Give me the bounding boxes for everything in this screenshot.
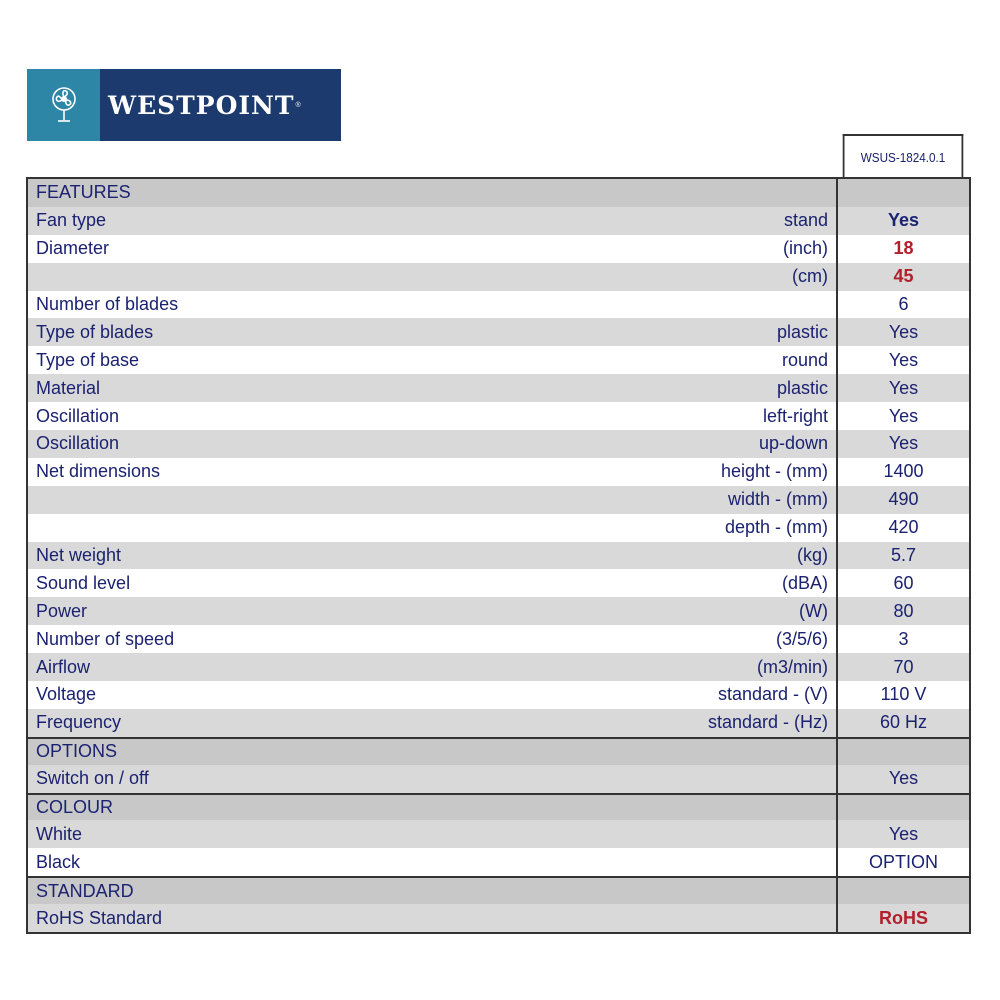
spec-row (28, 709, 969, 737)
spec-value-cell (838, 346, 969, 374)
section-header-standard (28, 876, 969, 904)
logo-text-box (100, 69, 341, 141)
spec-label-cell (28, 430, 838, 458)
section-value-cell (838, 795, 969, 821)
spec-value-cell (838, 709, 969, 737)
spec-unit: (m3/min) (757, 656, 828, 677)
spec-row (28, 904, 969, 932)
brand-name: WESTPOINT (108, 90, 295, 120)
spec-label: Airflow (36, 656, 91, 677)
spec-label: Net dimensions (36, 461, 161, 482)
fan-icon (49, 85, 79, 125)
spec-label: Type of base (36, 349, 140, 370)
spec-label-cell (28, 291, 838, 319)
spec-value-cell (838, 765, 969, 793)
spec-row (28, 374, 969, 402)
spec-label: Power (36, 600, 88, 621)
spec-unit: (W) (799, 600, 828, 621)
section-label-cell (28, 179, 838, 207)
spec-value: 1400 (883, 461, 924, 482)
spec-value: RoHS (879, 907, 928, 928)
spec-label-cell (28, 765, 838, 793)
spec-value-cell (838, 374, 969, 402)
section-value-cell (838, 179, 969, 207)
spec-value: 18 (893, 238, 914, 259)
spec-value-cell (838, 542, 969, 570)
spec-label-cell (28, 625, 838, 653)
section-title: FEATURES (36, 182, 131, 203)
spec-row (28, 542, 969, 570)
spec-label-cell (28, 820, 838, 848)
spec-label-cell (28, 848, 838, 876)
spec-unit: standard - (Hz) (707, 712, 828, 733)
spec-value: Yes (888, 405, 919, 426)
spec-label: Sound level (36, 572, 131, 593)
spec-value: 60 (893, 572, 914, 593)
spec-label-cell (28, 402, 838, 430)
spec-value-cell (838, 820, 969, 848)
spec-row (28, 402, 969, 430)
section-header-colour (28, 793, 969, 821)
spec-value-cell (838, 263, 969, 291)
spec-label-cell (28, 263, 838, 291)
spec-value: 6 (898, 294, 909, 314)
spec-label: Net weight (36, 545, 122, 566)
spec-label: Material (36, 377, 101, 398)
spec-value-cell (838, 681, 969, 709)
spec-value: Yes (888, 377, 919, 398)
spec-value-cell (838, 597, 969, 625)
spec-label: Diameter (36, 238, 110, 259)
spec-label: Oscillation (36, 405, 120, 426)
spec-unit: depth - (mm) (724, 517, 828, 538)
spec-unit: (dBA) (781, 572, 828, 593)
spec-label-cell (28, 514, 838, 542)
spec-unit: (3/5/6) (775, 628, 828, 649)
spec-value: 420 (888, 517, 919, 538)
spec-row (28, 430, 969, 458)
spec-row (28, 318, 969, 346)
spec-row (28, 597, 969, 625)
spec-label: White (36, 823, 83, 844)
spec-value-cell (838, 625, 969, 653)
spec-value: 60 Hz (879, 712, 928, 733)
spec-value: Yes (887, 210, 920, 231)
spec-unit: (kg) (797, 545, 828, 566)
spec-label: Type of blades (36, 321, 154, 342)
spec-unit: plastic (776, 321, 828, 342)
spec-value-cell (838, 848, 969, 876)
spec-value: 80 (893, 600, 914, 621)
spec-value-cell (838, 569, 969, 597)
spec-value: Yes (888, 768, 919, 789)
spec-row (28, 569, 969, 597)
spec-label-cell (28, 709, 838, 737)
spec-label: Oscillation (36, 433, 120, 454)
spec-label-cell (28, 374, 838, 402)
spec-value: Yes (888, 349, 919, 370)
spec-row (28, 848, 969, 876)
spec-row (28, 625, 969, 653)
spec-value-cell (838, 904, 969, 932)
spec-label-cell (28, 235, 838, 263)
spec-value: 5.7 (890, 545, 917, 566)
spec-unit: width - (mm) (728, 489, 828, 510)
spec-row (28, 207, 969, 235)
section-label-cell (28, 878, 838, 904)
section-label-cell (28, 739, 838, 765)
spec-label: Switch on / off (36, 768, 149, 789)
spec-unit: left-right (762, 405, 828, 426)
spec-label-cell (28, 207, 838, 235)
spec-row (28, 681, 969, 709)
spec-value-cell (838, 235, 969, 263)
spec-row (28, 653, 969, 681)
spec-row (28, 765, 969, 793)
spec-label: Black (36, 851, 81, 872)
spec-value-cell (838, 207, 969, 235)
spec-row (28, 291, 969, 319)
spec-table (26, 177, 971, 934)
spec-value: Yes (888, 433, 919, 454)
spec-value: 490 (888, 489, 919, 510)
spec-label-cell (28, 597, 838, 625)
spec-label-cell (28, 486, 838, 514)
spec-label: Frequency (36, 712, 122, 733)
section-value-cell (838, 878, 969, 904)
spec-value-cell (838, 458, 969, 486)
section-value-cell (838, 739, 969, 765)
section-title: COLOUR (36, 797, 114, 818)
spec-unit: (cm) (792, 266, 828, 287)
spec-value-cell (838, 430, 969, 458)
spec-unit: stand (783, 210, 828, 231)
spec-label: Fan type (36, 210, 107, 231)
spec-value-cell (838, 653, 969, 681)
spec-value-cell (838, 291, 969, 319)
logo-icon-box (27, 69, 100, 141)
section-header-options (28, 737, 969, 765)
spec-value: Yes (888, 321, 919, 342)
spec-row (28, 346, 969, 374)
spec-label-cell (28, 569, 838, 597)
spec-value: 70 (893, 656, 914, 677)
spec-row (28, 514, 969, 542)
spec-value: OPTION (868, 851, 938, 872)
spec-label: RoHS Standard (36, 907, 163, 928)
section-title: OPTIONS (36, 741, 118, 762)
spec-value: 110 V (880, 684, 927, 705)
spec-label-cell (28, 346, 838, 374)
spec-row (28, 235, 969, 263)
spec-label-cell (28, 681, 838, 709)
spec-value-cell (838, 402, 969, 430)
spec-value: Yes (888, 823, 919, 844)
section-header-features (28, 179, 969, 207)
spec-unit: round (781, 349, 828, 370)
brand-logo (27, 69, 341, 141)
spec-row (28, 263, 969, 291)
section-title: STANDARD (36, 880, 134, 901)
spec-value-cell (838, 318, 969, 346)
registered-mark: ® (295, 101, 301, 109)
spec-row (28, 458, 969, 486)
spec-label-cell (28, 458, 838, 486)
spec-unit: plastic (776, 377, 828, 398)
spec-row (28, 486, 969, 514)
spec-value-cell (838, 514, 969, 542)
spec-unit: up-down (758, 433, 828, 454)
spec-value-cell (838, 486, 969, 514)
spec-unit: standard - (V) (717, 684, 828, 705)
spec-label-cell (28, 318, 838, 346)
spec-label-cell (28, 653, 838, 681)
spec-row (28, 820, 969, 848)
spec-label: Voltage (36, 684, 97, 705)
spec-label: Number of blades (36, 294, 179, 314)
spec-unit: height - (mm) (720, 461, 828, 482)
spec-unit: (inch) (782, 238, 828, 259)
spec-value: 45 (893, 266, 914, 287)
model-header: WSUS-1824.0.1 (843, 134, 964, 178)
spec-value: 3 (898, 628, 909, 649)
spec-label-cell (28, 904, 838, 932)
section-label-cell (28, 795, 838, 821)
spec-label-cell (28, 542, 838, 570)
spec-label: Number of speed (36, 628, 175, 649)
